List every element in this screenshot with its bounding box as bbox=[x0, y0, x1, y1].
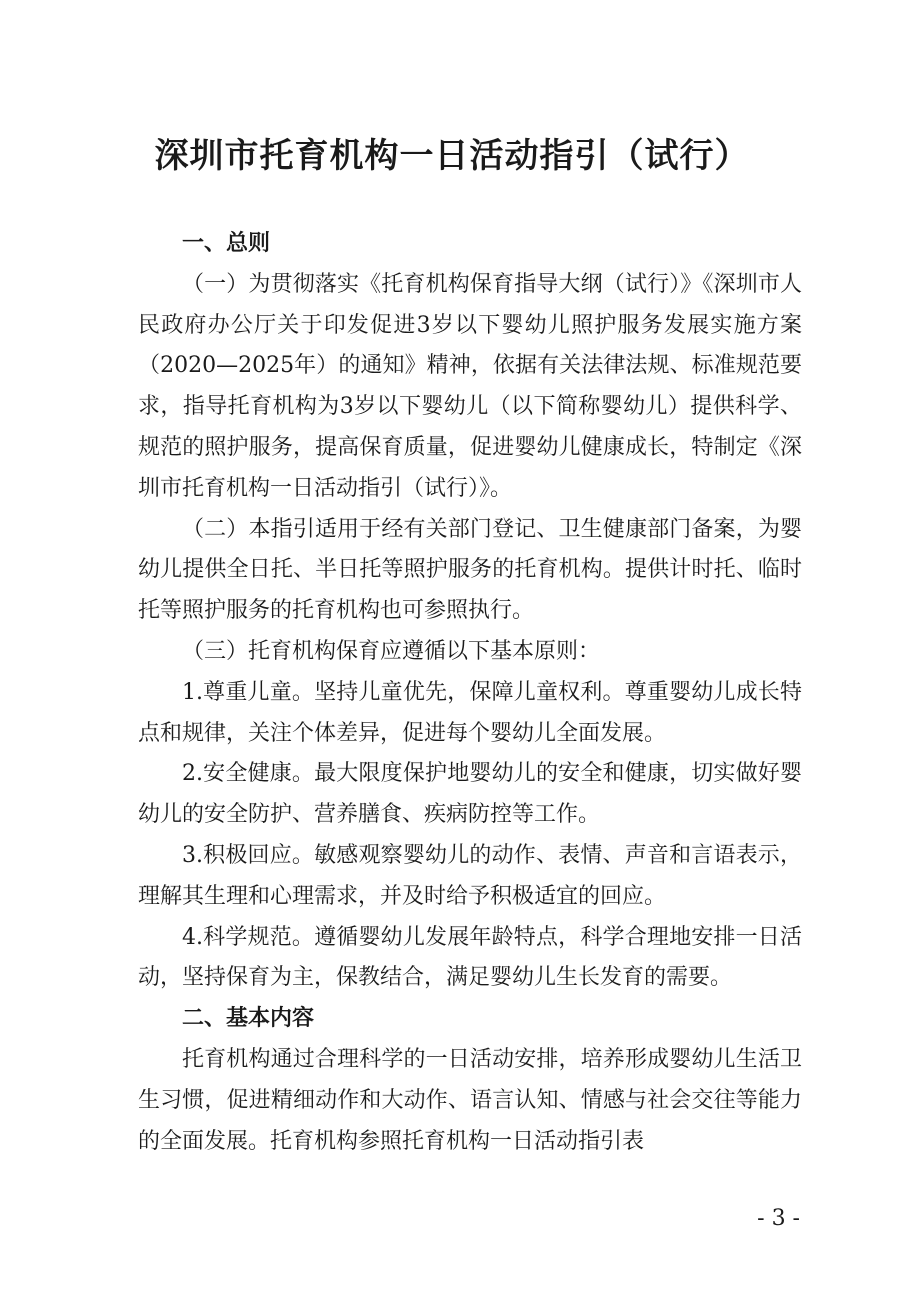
paragraph-scope: （二）本指引适用于经有关部门登记、卫生健康部门备案，为婴幼儿提供全日托、半日托等照护服务的托育机构。提供计时托、临时托等照护服务的托育机构也可参照执行。 bbox=[138, 516, 802, 624]
document-title: 深圳市托育机构一日活动指引（试行） bbox=[154, 136, 750, 176]
page-number: - 3 - bbox=[757, 1206, 800, 1231]
paragraph-content-intro: 托育机构通过合理科学的一日活动安排，培养形成婴幼儿生活卫生习惯，促进精细动作和大动作、语言认知、情感与社会交往等能力的全面发展。托育机构参照托育机构一日活动指引表 bbox=[138, 1046, 802, 1154]
section-heading-content: 二、基本内容 bbox=[182, 1006, 315, 1032]
section-heading-general: 一、总则 bbox=[182, 231, 271, 256]
paragraph-principle-4: 4.科学规范。遵循婴幼儿发展年龄特点，科学合理地安排一日活动，坚持保育为主，保教结合，满足婴幼儿生长发育的需要。 bbox=[138, 924, 802, 991]
paragraph-principle-2: 2.安全健康。最大限度保护地婴幼儿的安全和健康，切实做好婴幼儿的安全防护、营养膳食、疾病防控等工作。 bbox=[138, 761, 802, 828]
paragraph-principle-3: 3.积极回应。敏感观察婴幼儿的动作、表情、声音和言语表示，理解其生理和心理需求，并及时给予积极适宜的回应。 bbox=[138, 842, 802, 909]
paragraph-principles-intro: （三）托育机构保育应遵循以下基本原则： bbox=[182, 638, 601, 664]
document-body bbox=[138, 224, 802, 1162]
paragraph-purpose: （一）为贯彻落实《托育机构保育指导大纲（试行）》《深圳市人民政府办公厅关于印发促进3岁以下婴幼儿照护服务发展实施方案（2020—2025年）的通知》精神，依据有关法律法规、标准规范要求，指导托育机构为3岁以下婴幼儿（以下简称婴幼儿）提供科学、规范的照护服务，提高保育质量，促进婴幼儿健康成长，特制定《深圳市托育机构一日活动指引（试行）》。 bbox=[138, 271, 802, 501]
paragraph-principle-1: 1.尊重儿童。坚持儿童优先，保障儿童权利。尊重婴幼儿成长特点和规律，关注个体差异，促进每个婴幼儿全面发展。 bbox=[138, 679, 802, 746]
